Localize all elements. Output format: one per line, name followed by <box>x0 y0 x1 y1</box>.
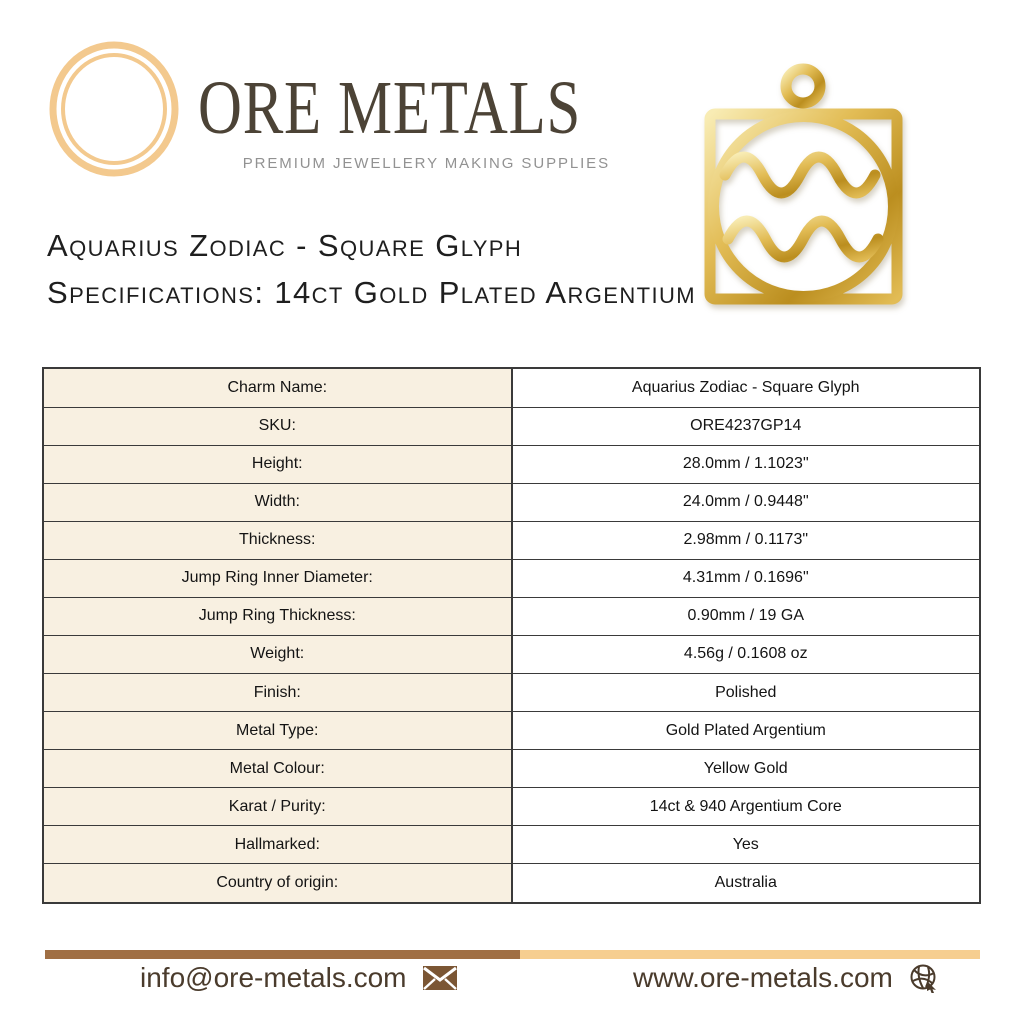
spec-value: 24.0mm / 0.9448" <box>512 483 981 521</box>
spec-value: 0.90mm / 19 GA <box>512 597 981 635</box>
footer-divider-right <box>520 950 980 959</box>
spec-label: Finish: <box>43 674 512 712</box>
website-text: www.ore-metals.com <box>633 962 893 993</box>
globe-icon <box>909 963 939 993</box>
spec-label: Width: <box>43 483 512 521</box>
table-row <box>43 483 980 521</box>
spec-label: SKU: <box>43 407 512 445</box>
aquarius-wave-bottom-icon <box>728 221 878 257</box>
spec-label: Jump Ring Inner Diameter: <box>43 559 512 597</box>
spec-label: Charm Name: <box>43 368 512 407</box>
spec-value: Australia <box>512 864 981 903</box>
email-link[interactable] <box>140 962 457 994</box>
spec-value: Yes <box>512 826 981 864</box>
jump-ring-icon <box>786 69 820 103</box>
spec-label: Metal Colour: <box>43 750 512 788</box>
brand-tagline: PREMIUM JEWELLERY MAKING SUPPLIES <box>242 155 610 172</box>
table-row <box>43 445 980 483</box>
footer-divider-left <box>45 950 520 959</box>
website-link[interactable] <box>633 962 939 994</box>
table-row <box>43 750 980 788</box>
table-row <box>43 674 980 712</box>
aquarius-charm-image <box>696 54 908 308</box>
table-row <box>43 635 980 673</box>
product-title: Aquarius Zodiac - Square Glyph <box>47 228 523 263</box>
spec-value: Yellow Gold <box>512 750 981 788</box>
table-row <box>43 788 980 826</box>
spec-label: Height: <box>43 445 512 483</box>
inner-circle-icon <box>714 117 894 297</box>
spec-label: Metal Type: <box>43 712 512 750</box>
spec-value: 4.56g / 0.1608 oz <box>512 635 981 673</box>
table-row <box>43 597 980 635</box>
table-row <box>43 826 980 864</box>
spec-label: Jump Ring Thickness: <box>43 597 512 635</box>
footer-divider <box>45 950 980 959</box>
table-row <box>43 559 980 597</box>
brand-name: ORE METALS <box>198 66 582 150</box>
spec-label: Thickness: <box>43 521 512 559</box>
spec-value: 28.0mm / 1.1023" <box>512 445 981 483</box>
email-text: info@ore-metals.com <box>140 962 407 993</box>
spec-value: Polished <box>512 674 981 712</box>
spec-value: Aquarius Zodiac - Square Glyph <box>512 368 981 407</box>
spec-label: Hallmarked: <box>43 826 512 864</box>
spec-value: 2.98mm / 0.1173" <box>512 521 981 559</box>
spec-label: Country of origin: <box>43 864 512 903</box>
spec-label: Karat / Purity: <box>43 788 512 826</box>
spec-value: Gold Plated Argentium <box>512 712 981 750</box>
table-row <box>43 864 980 903</box>
table-row <box>43 712 980 750</box>
aquarius-wave-top-icon <box>725 157 875 193</box>
table-row <box>43 368 980 407</box>
brand-logo-rings-icon <box>48 40 180 178</box>
spec-value: 4.31mm / 0.1696" <box>512 559 981 597</box>
spec-label: Weight: <box>43 635 512 673</box>
envelope-icon <box>423 966 457 990</box>
table-row <box>43 407 980 445</box>
spec-value: ORE4237GP14 <box>512 407 981 445</box>
product-subtitle: Specifications: 14ct Gold Plated Argentium <box>47 275 696 310</box>
brand-text-block <box>198 66 610 172</box>
table-row <box>43 521 980 559</box>
spec-table <box>42 367 981 904</box>
spec-table-body <box>43 368 980 903</box>
page-title <box>47 222 696 316</box>
spec-value: 14ct & 940 Argentium Core <box>512 788 981 826</box>
